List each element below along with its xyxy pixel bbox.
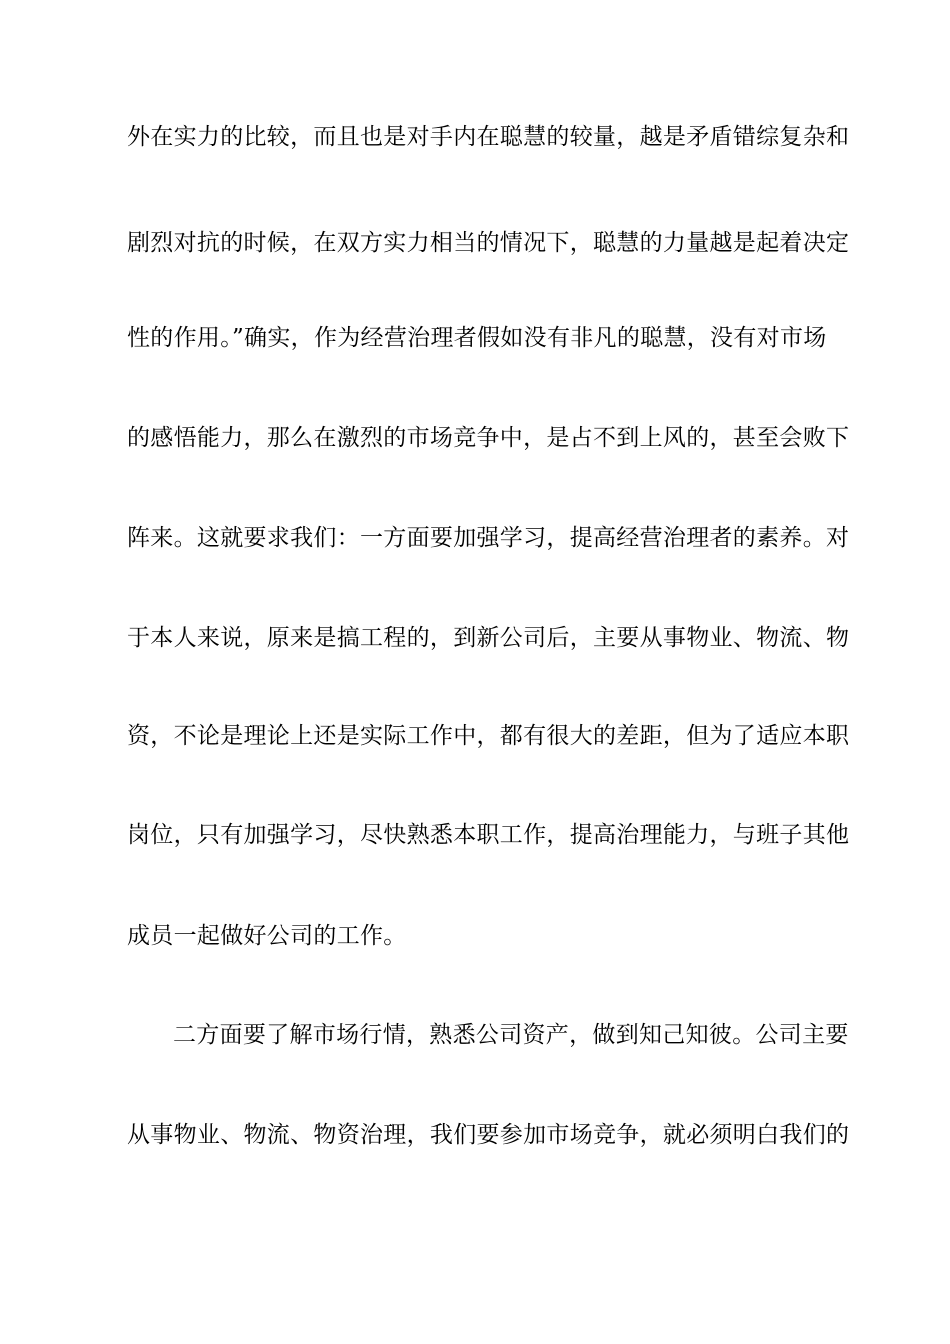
paragraph-line: 成员一起做好公司的工作。 (127, 923, 407, 949)
paragraph-line: 资，不论是理论上还是实际工作中，都有很大的差距，但为了适应本职 (127, 723, 850, 749)
paragraph-line: 于本人来说，原来是搞工程的，到新公司后，主要从事物业、物流、物 (127, 625, 850, 651)
paragraph-line: 的感悟能力，那么在激烈的市场竞争中，是占不到上风的，甚至会败下 (127, 425, 850, 451)
paragraph-line: 二方面要了解市场行情，熟悉公司资产，做到知己知彼。公司主要 (173, 1022, 849, 1048)
paragraph-line: 阵来。这就要求我们：一方面要加强学习，提高经营治理者的素养。对 (127, 525, 850, 551)
paragraph-line: 外在实力的比较，而且也是对手内在聪慧的较量，越是矛盾错综复杂和 (127, 124, 850, 150)
paragraph-line: 性的作用。”确实，作为经营治理者假如没有非凡的聪慧，没有对市场 (127, 325, 827, 351)
paragraph-line: 剧烈对抗的时候，在双方实力相当的情况下，聪慧的力量越是起着决定 (127, 230, 850, 256)
paragraph-line: 岗位，只有加强学习，尽快熟悉本职工作，提高治理能力，与班子其他 (127, 822, 850, 848)
paragraph-line: 从事物业、物流、物资治理，我们要参加市场竞争，就必须明白我们的 (127, 1122, 850, 1148)
